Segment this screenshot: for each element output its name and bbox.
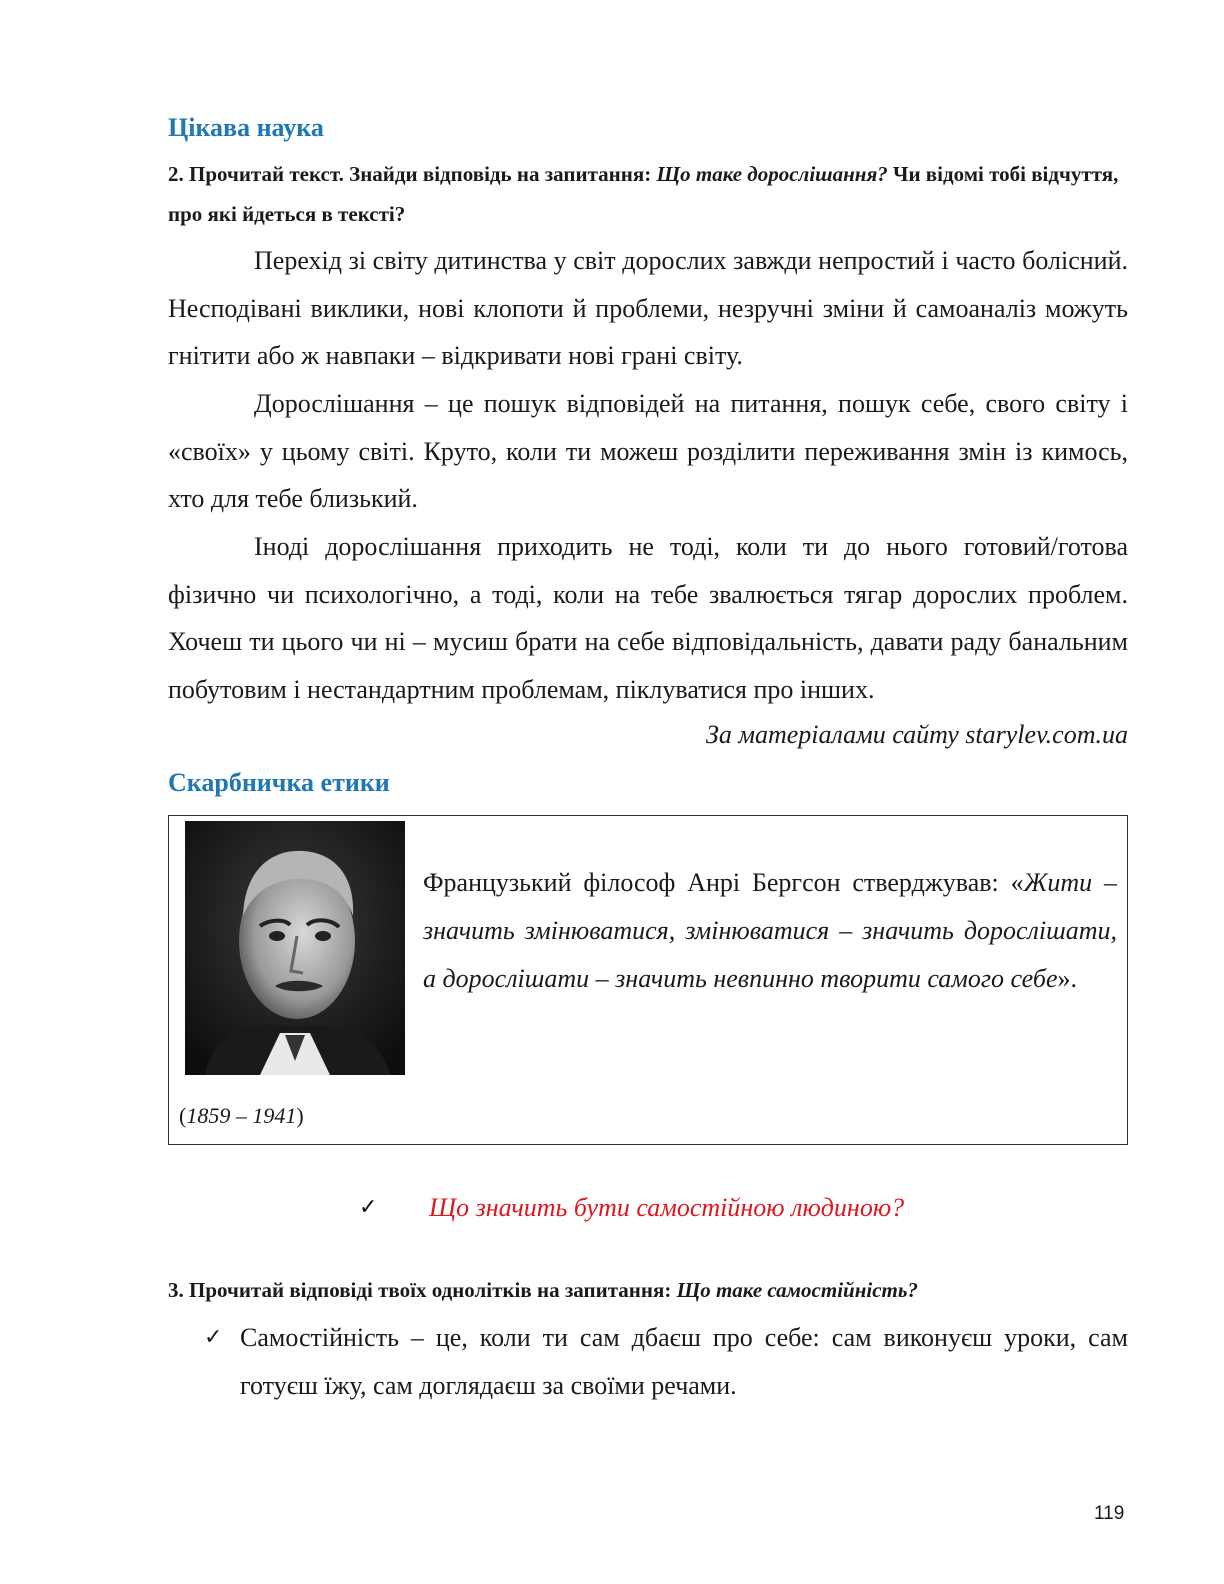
source-citation: За матеріалами сайту starylev.com.ua	[706, 720, 1128, 749]
task-3	[168, 1270, 1128, 1310]
answer-text: Самостійність – це, коли ти сам дбаєш про себе: сам виконуєш уроки, сам готуєш їжу, сам доглядаєш за своїми речами.	[240, 1323, 1128, 1400]
paragraph-1: Перехід зі світу дитинства у світ дорослих завжди непростий і часто болісний. Несподівані виклики, нові клопоти й проблеми, незручні зміни й самоаналіз можуть гнітити або ж навпаки – відкривати нові грані світу.	[168, 246, 1128, 370]
section-heading-interesting-science: Цікава наука	[168, 113, 324, 142]
quote-text	[423, 859, 1117, 1003]
quote-intro: Французький філософ Анрі Бергсон стверджував: «	[423, 868, 1024, 897]
paragraph-2: Дорослішання – це пошук відповідей на питання, пошук себе, свого світу і «своїх» у цьому світі. Круто, коли ти можеш розділити переживання змін із кимось, хто для тебе близький.	[168, 389, 1128, 513]
question-check-icon: ✓	[359, 1195, 378, 1220]
quote-end: ».	[1057, 964, 1077, 993]
task-2	[168, 154, 1128, 234]
list-item	[204, 1314, 1128, 1410]
task-3-question: Що таке самостійність?	[676, 1278, 918, 1302]
years-value: 1859 – 1941	[186, 1103, 297, 1128]
portrait-image	[185, 821, 405, 1075]
section-heading-ethics: Скарбничка етики	[168, 768, 390, 797]
page-number: 119	[1094, 1503, 1125, 1524]
years-open: (	[179, 1103, 187, 1128]
life-years	[179, 1103, 304, 1129]
task-2-question: Що таке дорослішання?	[656, 162, 888, 186]
paragraph-3: Іноді дорослішання приходить не тоді, коли ти до нього готовий/готова фізично чи психологічно, а тоді, коли на тебе звалюється тягар дорослих проблем. Хочеш ти цього чи ні – мусиш брати на себе відповідальність, давати раду банальним побутовим і нестандартним проблемам, піклуватися про інших.	[168, 532, 1128, 704]
quote-box	[168, 815, 1128, 1145]
checkmark-icon: ✓	[204, 1325, 223, 1350]
task-2-suffix: Чи відомі тобі відчуття, про які йдеться в тексті?	[168, 162, 1119, 226]
quote-body: Жити – значить змінюватися, змінюватися – значить дорослішати, а дорослішати – значить невпинно творити самого себе	[423, 868, 1118, 993]
highlighted-question: Що значить бути самостійною людиною?	[429, 1193, 905, 1222]
task-2-prefix: 2. Прочитай текст. Знайди відповідь на запитання:	[168, 162, 657, 186]
task-3-prefix: 3. Прочитай відповіді твоїх однолітків на запитання:	[168, 1278, 677, 1302]
years-close: )	[296, 1103, 304, 1128]
